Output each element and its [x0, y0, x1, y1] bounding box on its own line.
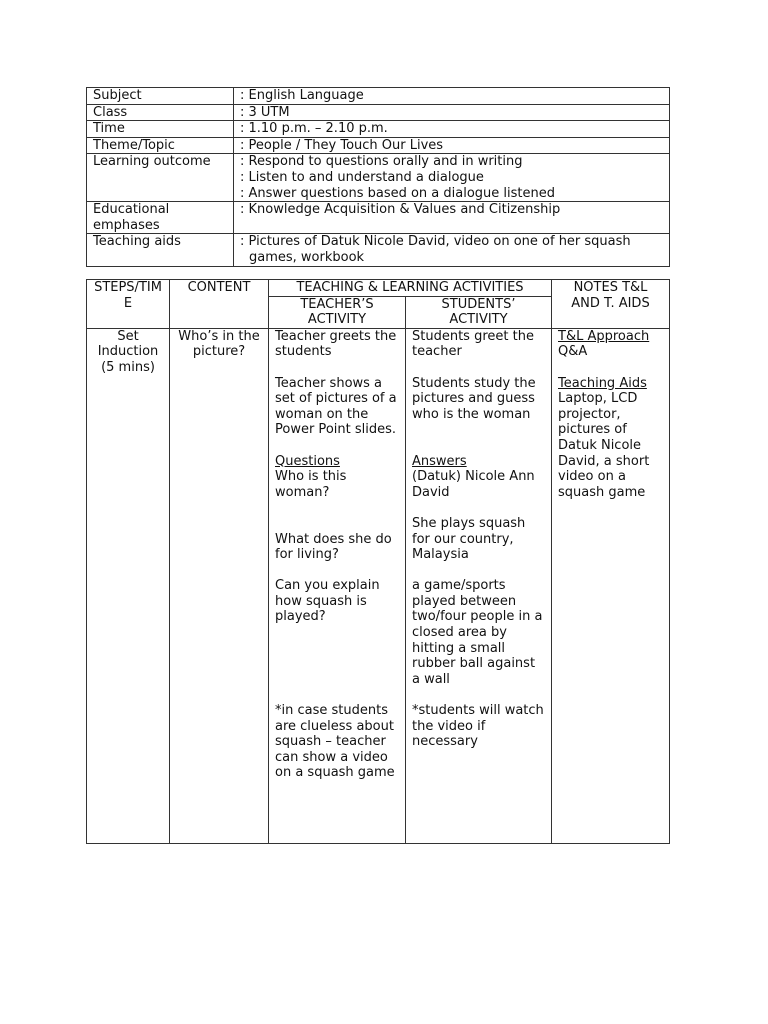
- approach-value: Q&A: [558, 344, 588, 360]
- aids-heading: Teaching Aids: [558, 375, 647, 391]
- students-greet: Students greet the teacher: [412, 328, 534, 360]
- teacher-shows: Teacher shows a set of pictures of a woman on the Power Point slides.: [275, 375, 397, 438]
- info-row-learning-outcome: [87, 154, 670, 202]
- info-row-subject: [87, 88, 670, 105]
- info-row-teaching-aids: [87, 234, 670, 266]
- header-activities: TEACHING & LEARNING ACTIVITIES: [269, 280, 552, 297]
- header-teacher-activity: TEACHER’S ACTIVITY: [269, 296, 406, 328]
- teacher-activity-cell: [269, 328, 406, 843]
- info-value: : People / They Touch Our Lives: [234, 137, 670, 154]
- info-value: : Knowledge Acquisition & Values and Citizenship: [234, 202, 670, 234]
- info-label: Learning outcome: [87, 154, 234, 202]
- lesson-info-table: [86, 87, 670, 267]
- approach-heading: T&L Approach: [558, 328, 650, 344]
- students-activity-cell: [406, 328, 552, 843]
- teacher-video-note: *in case students are clueless about squash – teacher can show a video on a squash game: [275, 703, 395, 781]
- header-notes: NOTES T&L AND T. AIDS: [552, 280, 670, 329]
- question-2: What does she do for living?: [275, 531, 392, 563]
- students-study: Students study the pictures and guess who is the woman: [412, 375, 536, 422]
- outcome-line: : Listen to and understand a dialogue: [240, 169, 484, 185]
- content-cell: Who’s in the picture?: [170, 328, 269, 843]
- question-3: Can you explain how squash is played?: [275, 578, 380, 625]
- answers-heading: Answers: [412, 453, 467, 469]
- notes-cell: [552, 328, 670, 843]
- info-label: Subject: [87, 88, 234, 105]
- info-value: : 1.10 p.m. – 2.10 p.m.: [234, 121, 670, 138]
- info-value: [234, 154, 670, 202]
- outcome-line: : Answer questions based on a dialogue listened: [240, 185, 555, 201]
- header-students-activity: STUDENTS’ ACTIVITY: [406, 296, 552, 328]
- header-steps: STEPS/TIME: [87, 280, 170, 329]
- info-row-time: [87, 121, 670, 138]
- questions-heading: Questions: [275, 453, 340, 469]
- info-label: Time: [87, 121, 234, 138]
- teacher-greet: Teacher greets the students: [275, 328, 397, 360]
- header-content: CONTENT: [170, 280, 269, 329]
- lesson-row-set-induction: [87, 328, 670, 843]
- info-value: : Pictures of Datuk Nicole David, video on one of her squash games, workbook: [234, 234, 670, 266]
- info-label: Teaching aids: [87, 234, 234, 266]
- header-row: [87, 280, 670, 297]
- question-1: Who is this woman?: [275, 469, 347, 500]
- info-label: Class: [87, 104, 234, 121]
- aids-value: Laptop, LCD projector, pictures of Datuk Nicole David, a short video on a squash game: [558, 391, 650, 500]
- answer-1: (Datuk) Nicole Ann David: [412, 469, 535, 500]
- info-label: Educational emphases: [87, 202, 234, 234]
- info-value: : 3 UTM: [234, 104, 670, 121]
- answer-2: She plays squash for our country, Malaysia: [412, 515, 526, 563]
- lesson-plan-table: [86, 279, 670, 844]
- info-label: Theme/Topic: [87, 137, 234, 154]
- outcome-line: : Respond to questions orally and in writing: [240, 154, 523, 170]
- steps-cell: Set Induction (5 mins): [87, 328, 170, 843]
- students-video-note: *students will watch the video if necessary: [412, 703, 544, 750]
- info-row-educational-emphases: [87, 202, 670, 234]
- info-row-theme: [87, 137, 670, 154]
- info-row-class: [87, 104, 670, 121]
- info-value: : English Language: [234, 88, 670, 105]
- answer-3: a game/sports played between two/four people in a closed area by hitting a small rubber ball against a wall: [412, 578, 543, 687]
